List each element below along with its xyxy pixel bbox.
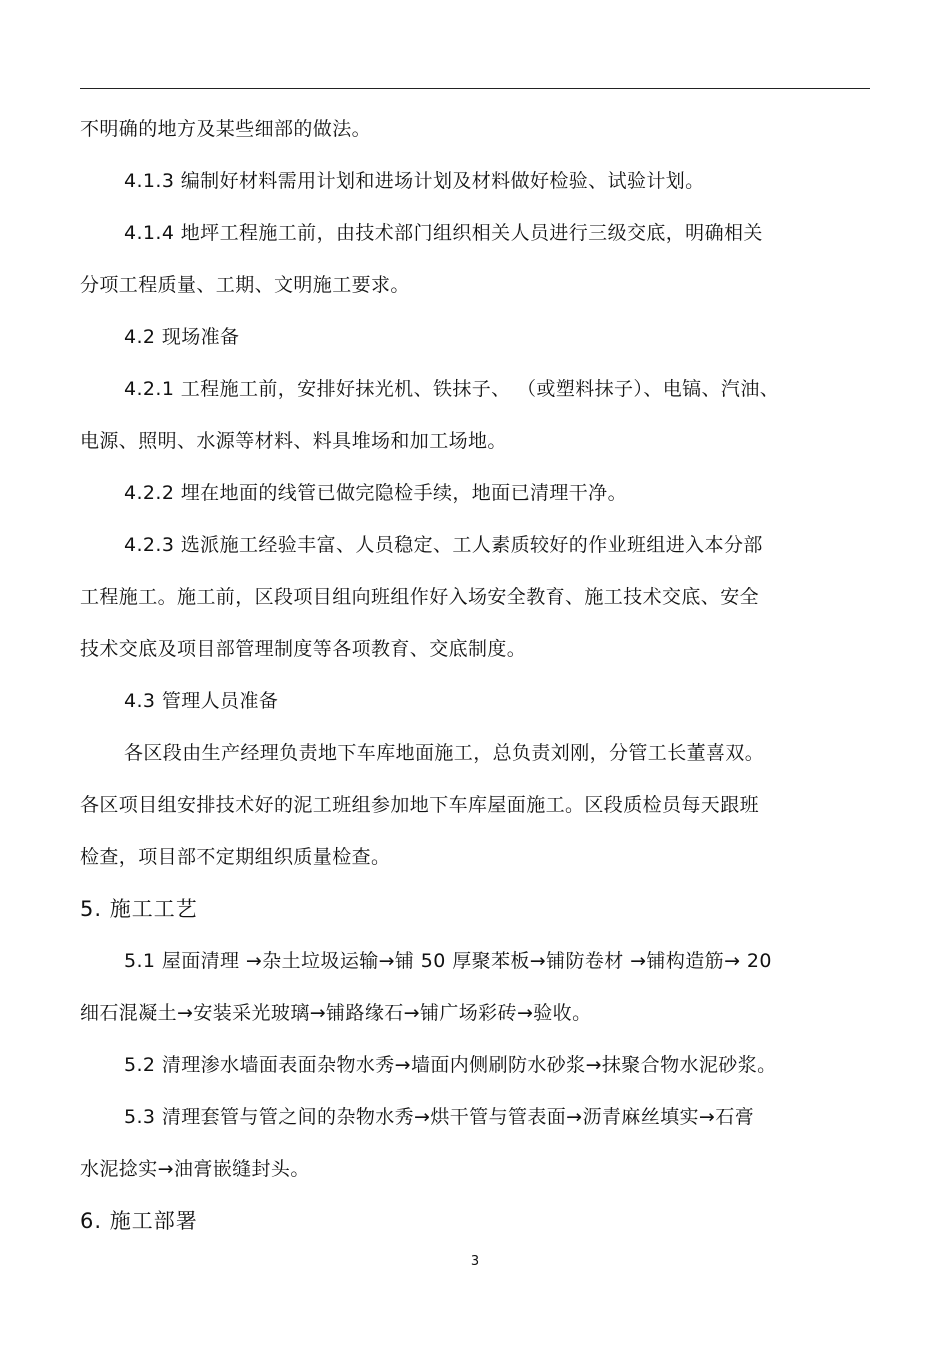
chapter-heading: 6. 施工部署 (80, 1209, 198, 1233)
text-line: 4.1.4 地坪工程施工前，由技术部门组织相关人员进行三级交底，明确相关 (124, 222, 763, 244)
text-line: 不明确的地方及某些细部的做法。 (80, 118, 372, 140)
page-number: 3 (470, 1254, 480, 1269)
text-line: 4.2.2 埋在地面的线管已做完隐检手续，地面已清理干净。 (124, 482, 627, 504)
text-line: 电源、照明、水源等材料、料具堆场和加工场地。 (80, 430, 507, 452)
text-line: 水泥捻实→油膏嵌缝封头。 (80, 1158, 310, 1180)
text-line: 5.1 屋面清理 →杂土垃圾运输→铺 50 厚聚苯板→铺防卷材 →铺构造筋→ 20 (124, 950, 772, 972)
header-rule (80, 88, 870, 89)
text-line: 5.2 清理渗水墙面表面杂物水秀→墙面内侧刷防水砂浆→抹聚合物水泥砂浆。 (124, 1054, 777, 1076)
text-line: 5.3 清理套管与管之间的杂物水秀→烘干管与管表面→沥青麻丝填实→石膏 (124, 1106, 755, 1128)
text-line: 4.1.3 编制好材料需用计划和进场计划及材料做好检验、试验计划。 (124, 170, 705, 192)
text-line: 细石混凝土→安装采光玻璃→铺路缘石→铺广场彩砖→验收。 (80, 1002, 592, 1024)
text-line: 4.2.1 工程施工前，安排好抹光机、铁抹子、 （或塑料抹子）、电镐、汽油、 (124, 378, 780, 400)
text-line: 工程施工。施工前，区段项目组向班组作好入场安全教育、施工技术交底、安全 (80, 586, 760, 608)
text-line: 检查，项目部不定期组织质量检查。 (80, 846, 391, 868)
chapter-heading: 5. 施工工艺 (80, 897, 198, 921)
text-line: 4.2.3 选派施工经验丰富、人员稳定、工人素质较好的作业班组进入本分部 (124, 534, 763, 556)
section-heading: 4.3 管理人员准备 (124, 690, 279, 712)
section-heading: 4.2 现场准备 (124, 326, 240, 348)
text-line: 各区段由生产经理负责地下车库地面施工，总负责刘刚，分管工长董喜双。 (124, 742, 765, 764)
text-line: 技术交底及项目部管理制度等各项教育、交底制度。 (80, 638, 527, 660)
text-line: 各区项目组安排技术好的泥工班组参加地下车库屋面施工。区段质检员每天跟班 (80, 794, 760, 816)
text-line: 分项工程质量、工期、文明施工要求。 (80, 274, 410, 296)
